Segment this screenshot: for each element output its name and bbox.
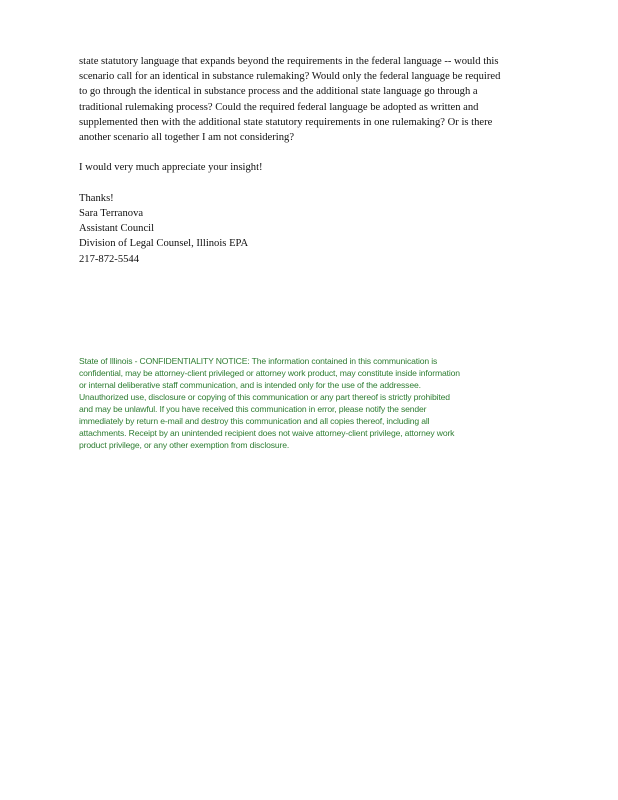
notice-line: attachments. Receipt by an unintended recipient does not waive attorney-client privilege, attorney work — [79, 428, 455, 438]
notice-line: State of Illinois - CONFIDENTIALITY NOTICE: The information contained in this communication is — [79, 356, 438, 366]
paragraph-line: supplemented then with the additional state statutory requirements in one rulemaking? Or is there — [79, 116, 493, 128]
body-paragraph — [79, 54, 549, 145]
notice-line: or internal deliberative staff communication, and is intended only for the use of the addressee. — [79, 380, 421, 390]
paragraph-line: state statutory language that expands beyond the requirements in the federal language -- would this — [79, 56, 499, 67]
email-body — [79, 54, 549, 267]
notice-line: and may be unlawful. If you have received this communication in error, please notify the sender — [79, 404, 427, 414]
signature-title: Assistant Council — [79, 223, 155, 235]
notice-line: product privilege, or any other exemption from disclosure. — [79, 440, 290, 450]
signature-division: Division of Legal Counsel, Illinois EPA — [79, 238, 249, 250]
paragraph-line: to go through the identical in substance process and the additional state language go through a — [79, 86, 478, 98]
confidentiality-notice — [79, 355, 549, 451]
notice-line: immediately by return e-mail and destroy this communication and all copies thereof, including all — [79, 416, 430, 426]
paragraph-line: scenario call for an identical in substance rulemaking? Would only the federal language be required — [79, 71, 501, 83]
signature-name: Sara Terranova — [79, 208, 144, 219]
paragraph-line: another scenario all together I am not considering? — [79, 132, 295, 144]
signature-phone: 217-872-5544 — [79, 253, 140, 265]
closing-line: Thanks! — [79, 192, 114, 204]
paragraph-line: traditional rulemaking process? Could the required federal language be adopted as written and — [79, 101, 479, 113]
notice-line: Unauthorized use, disclosure or copying of this communication or any part thereof is strictly prohibited — [79, 392, 450, 402]
appreciation-line: I would very much appreciate your insight! — [79, 162, 263, 174]
notice-line: confidential, may be attorney-client privileged or attorney work product, may constitute inside information — [79, 368, 460, 378]
